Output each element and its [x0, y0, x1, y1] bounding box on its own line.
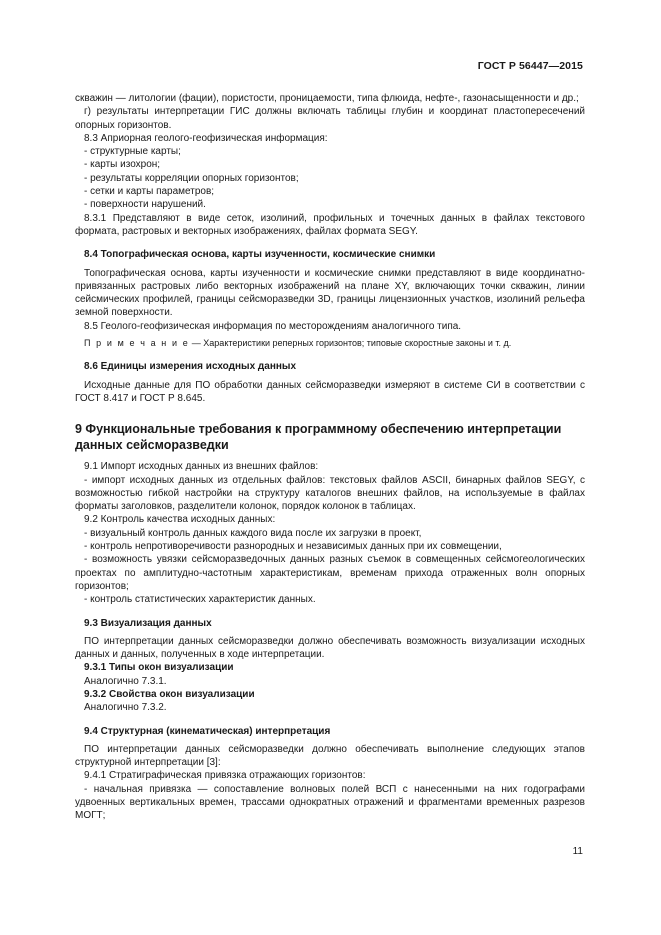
page-body [75, 92, 585, 823]
paragraph: 9.2 Контроль качества исходных данных: [84, 514, 276, 526]
subsection-heading-9-3-1: 9.3.1 Типы окон визуализации [84, 662, 234, 674]
paragraph: Аналогично 7.3.1. [84, 675, 167, 687]
list-item: - возможность увязки сейсморазведочных данных разных съемок в совмещенных сейсмогеологических проектах по амплитудно-частотным характеристикам, временам прихода отраженных волн опорных горизонтов; [75, 554, 585, 592]
chapter-heading-9: 9 Функциональные требования к программному обеспечению интерпретации данных сейсморазведки [75, 422, 562, 453]
section-heading-9-4: 9.4 Структурная (кинематическая) интерпретация [84, 725, 331, 737]
list-item: - контроль непротиворечивости разнородных и независимых данных при их совмещении, [84, 541, 502, 553]
section-heading-8-6: 8.6 Единицы измерения исходных данных [84, 361, 297, 373]
list-item: - визуальный контроль данных каждого вида после их загрузки в проект, [84, 527, 422, 539]
section-heading-8-4: 8.4 Топографическая основа, карты изученности, космические снимки [84, 249, 436, 261]
paragraph: 8.3 Априорная геолого-геофизическая информация: [84, 132, 328, 144]
paragraph: г) результаты интерпретации ГИС должны включать таблицы глубин и координат пластопересечений опорных горизонтов. [75, 106, 585, 131]
standard-header: ГОСТ Р 56447—2015 [477, 60, 583, 72]
list-item: - результаты корреляции опорных горизонтов; [84, 172, 299, 184]
subsection-heading-9-3-2: 9.3.2 Свойства окон визуализации [84, 688, 255, 700]
note-label: П р и м е ч а н и е [84, 338, 190, 349]
page-number: 11 [572, 846, 583, 857]
note [75, 337, 585, 350]
list-item: - сетки и карты параметров; [84, 186, 215, 198]
paragraph: Аналогично 7.3.2. [84, 702, 167, 714]
paragraph: 8.5 Геолого-геофизическая информация по месторождениям аналогичного типа. [84, 320, 462, 332]
list-item: - начальная привязка — сопоставление волновых полей ВСП с нанесенными на них годографами удвоенных вертикальных времен, трассами однократных отражений и фрагментами временных разрезов МОГТ; [75, 783, 585, 822]
note-text: — Характеристики реперных горизонтов; типовые скоростные законы и т. д. [189, 338, 512, 349]
list-item: - карты изохрон; [84, 159, 161, 171]
paragraph: Топографическая основа, карты изученности и космические снимки представляют в виде координатно-привязанных растровых либо векторных изображений на плане XY, включающих точки скважин, линии сейсмических профилей, границы сейсморазведки 3D, границы лицензионных участков, изолиний рельефа земной поверхности. [75, 267, 585, 319]
paragraph: Исходные данные для ПО обработки данных сейсморазведки измеряют в системе СИ в соответствии с ГОСТ 8.417 и ГОСТ Р 8.645. [75, 379, 585, 404]
list-item: - контроль статистических характеристик данных. [84, 594, 316, 606]
paragraph: 8.3.1 Представляют в виде сеток, изолиний, профильных и точечных данных в файлах текстового формата, растровых и векторных изображениях, файлах формата SEGY. [75, 212, 585, 237]
list-item: - поверхности нарушений. [84, 199, 206, 211]
section-heading-9-3: 9.3 Визуализация данных [84, 617, 212, 629]
paragraph: 9.4.1 Стратиграфическая привязка отражающих горизонтов: [84, 770, 366, 782]
list-item: - импорт исходных данных из отдельных файлов: текстовых файлов ASCII, бинарных файлов SEGY, с возможностью гибкой настройки на структуру каталогов внешних файлов, на используемые в файлах форматы заголовков, разделители колонок, порядок колонок в таблицах. [75, 474, 585, 513]
paragraph: 9.1 Импорт исходных данных из внешних файлов: [84, 461, 319, 473]
paragraph: скважин — литологии (фации), пористости, проницаемости, типа флюида, нефте-, газонасыщенности и др.; [75, 93, 579, 104]
paragraph: ПО интерпретации данных сейсморазведки должно обеспечивать выполнение следующих этапов структурной интерпретации [3]: [75, 743, 585, 769]
list-item: - структурные карты; [84, 146, 181, 158]
paragraph: ПО интерпретации данных сейсморазведки должно обеспечивать возможность визуализации исходных данных и данных, полученных в ходе интерпретации. [75, 635, 585, 661]
